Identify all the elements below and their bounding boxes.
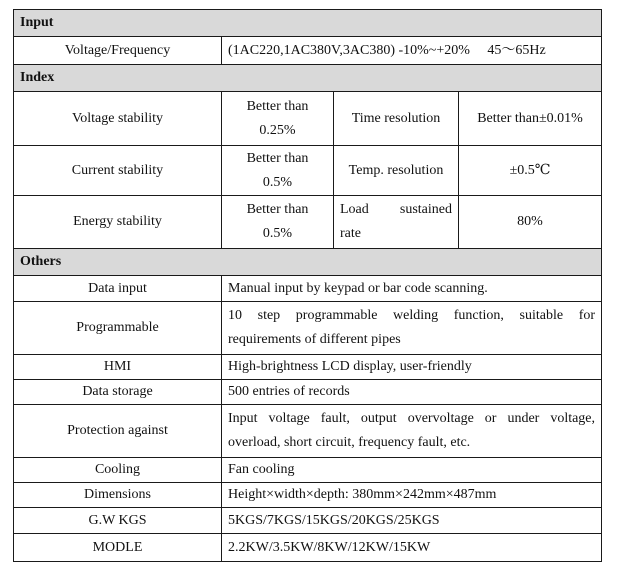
data-storage-value: 500 entries of records (222, 380, 602, 405)
table-row (14, 405, 602, 458)
protection-label: Protection against (14, 405, 222, 458)
cooling-label: Cooling (14, 458, 222, 483)
model-label: MODLE (14, 534, 222, 562)
time-resolution-label: Time resolution (334, 92, 459, 146)
table-row (14, 534, 602, 562)
value-line: 0.5% (262, 226, 293, 241)
table-row (14, 483, 602, 508)
dimensions-label: Dimensions (14, 483, 222, 508)
energy-stability-label: Energy stability (14, 196, 222, 249)
voltage-stability-label: Voltage stability (14, 92, 222, 146)
value-line (340, 198, 452, 222)
protection-value: Input voltage fault, output overvoltage or under voltage, overload, short circuit, frequency fault, etc. (222, 405, 602, 458)
data-input-value: Manual input by keypad or bar code scanning. (222, 276, 602, 302)
temp-resolution-value: ±0.5℃ (459, 146, 602, 196)
data-input-label: Data input (14, 276, 222, 302)
energy-stability-value (222, 196, 334, 249)
section-row-others (14, 249, 602, 276)
current-stability-value (222, 146, 334, 196)
table-row (14, 146, 602, 196)
programmable-value: 10 step programmable welding function, suitable for requirements of different pipes (222, 302, 602, 355)
voltage-frequency-value: (1AC220,1AC380V,3AC380) -10%~+20% 45～65Hz (222, 37, 602, 65)
spec-table (13, 9, 602, 562)
hmi-label: HMI (14, 355, 222, 380)
table-row (14, 380, 602, 405)
programmable-label: Programmable (14, 302, 222, 355)
value-line: Better than (246, 98, 309, 114)
section-row-input (14, 10, 602, 37)
section-title-input: Input (14, 10, 602, 37)
voltage-frequency-label: Voltage/Frequency (14, 37, 222, 65)
value-line: Better than (246, 150, 309, 166)
rate-word: rate (340, 226, 361, 241)
load-word: Load (340, 202, 369, 217)
load-sustained-rate-value: 80% (459, 196, 602, 249)
gross-weight-label: G.W KGS (14, 508, 222, 534)
current-stability-label: Current stability (14, 146, 222, 196)
section-title-index: Index (14, 65, 602, 92)
table-row (14, 37, 602, 65)
temp-resolution-label: Temp. resolution (334, 146, 459, 196)
table-row (14, 302, 602, 355)
table-row (14, 458, 602, 483)
sustained-word: sustained (399, 202, 452, 217)
table-row (14, 355, 602, 380)
hmi-value: High-brightness LCD display, user-friendly (222, 355, 602, 380)
data-storage-label: Data storage (14, 380, 222, 405)
load-sustained-rate-label (334, 196, 459, 249)
table-row (14, 196, 602, 249)
gross-weight-value: 5KGS/7KGS/15KGS/20KGS/25KGS (222, 508, 602, 534)
dimensions-value: Height×width×depth: 380mm×242mm×487mm (222, 483, 602, 508)
table-row (14, 508, 602, 534)
table-row (14, 276, 602, 302)
model-value: 2.2KW/3.5KW/8KW/12KW/15KW (222, 534, 602, 562)
value-line: Better than (246, 202, 309, 217)
voltage-stability-value (222, 92, 334, 146)
time-resolution-value: Better than±0.01% (459, 92, 602, 146)
value-line: 0.25% (259, 122, 296, 138)
section-row-index (14, 65, 602, 92)
table-row (14, 92, 602, 146)
section-title-others: Others (14, 249, 602, 276)
cooling-value: Fan cooling (222, 458, 602, 483)
value-line: 0.5% (262, 174, 293, 190)
